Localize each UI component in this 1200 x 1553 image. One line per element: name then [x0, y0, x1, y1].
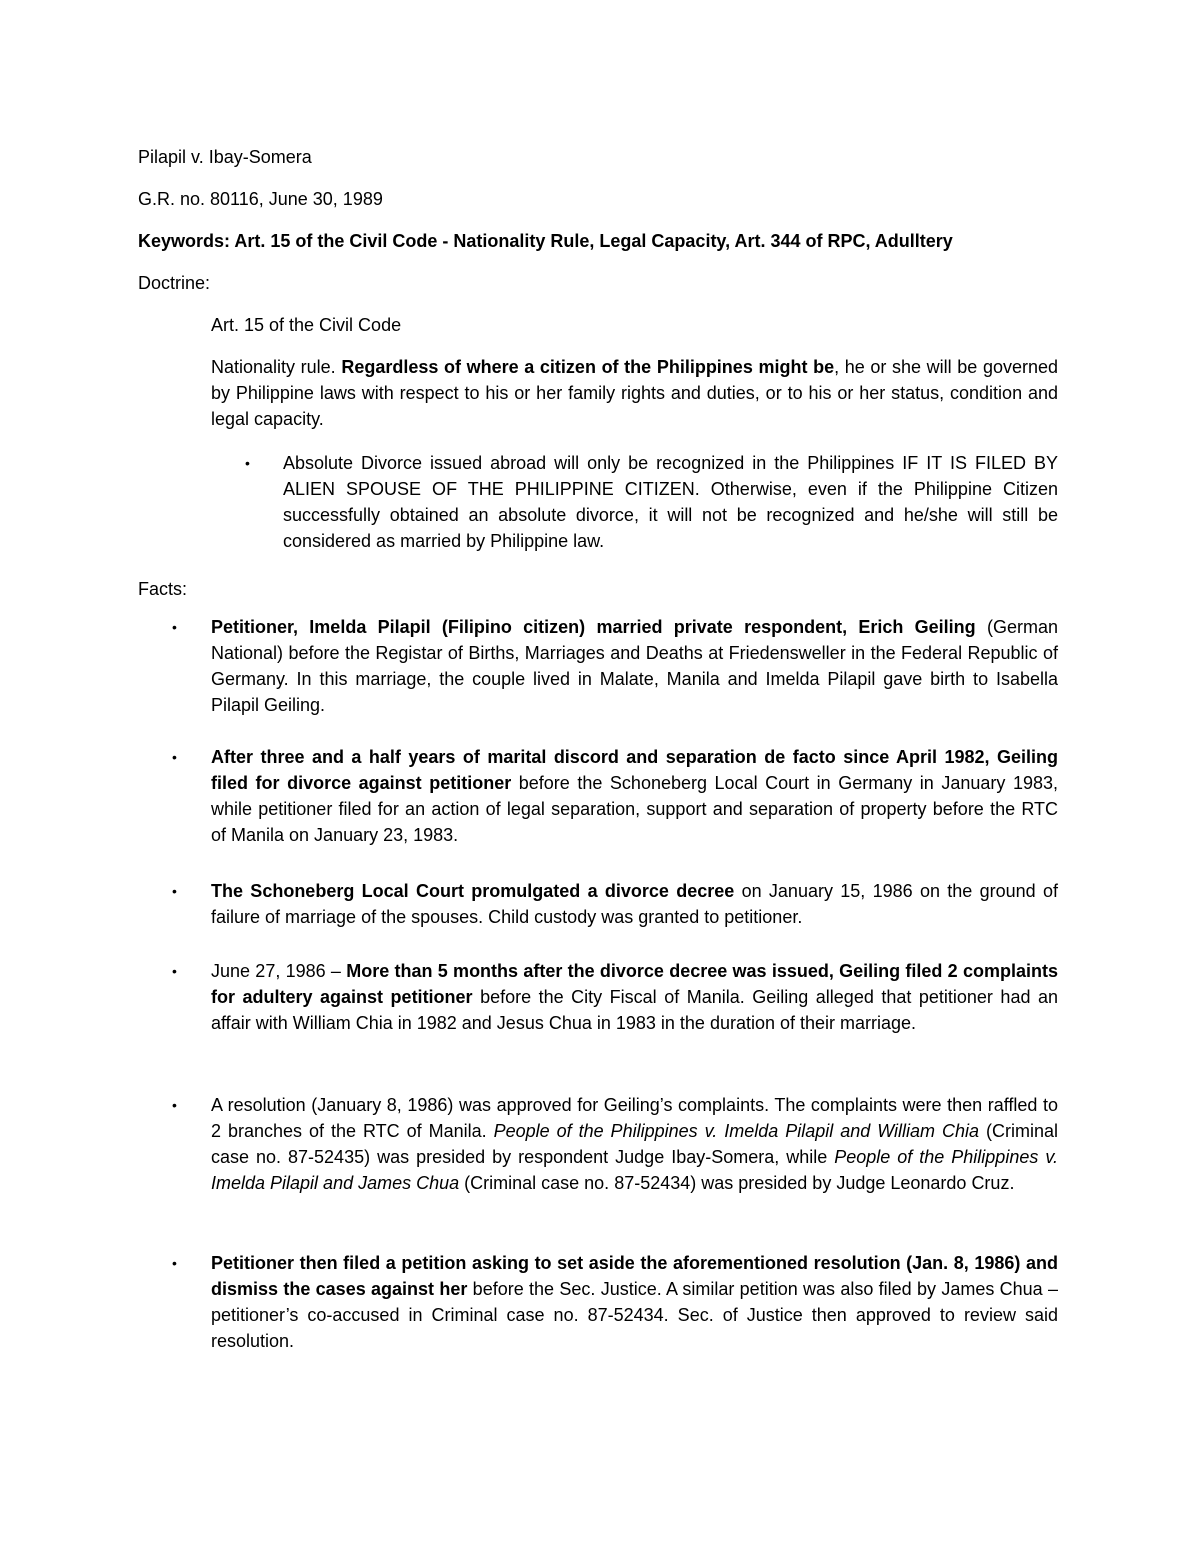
doctrine-bullet-text: Absolute Divorce issued abroad will only be recognized in the Philippines IF IT IS FILED BY ALIEN SPOUSE OF THE PHILIPPINE CITIZEN. Otherwise, even if the Philippine Citizen successfully obtained an absolute divorce, it will not be recognized and he/she will still be considered as married by Philippine law. [283, 453, 1058, 551]
bullet-icon: • [172, 749, 177, 765]
fact-lead: A resolution (January 8, 1986) was approved for Geiling’s complaints. The complaints were then raffled to 2 branches of the RTC of Manila. [211, 1095, 1058, 1141]
rule-rest: , he or she will be governed by Philippine laws with respect to his or her family rights and duties, or to his or her status, condition and legal capacity. [211, 357, 1059, 429]
bullet-icon: • [172, 1097, 177, 1113]
case-title: Pilapil v. Ibay-Somera [138, 147, 312, 167]
facts-heading: Facts: [138, 579, 188, 599]
fact-rest: on January 15, 1986 on the ground of failure of marriage of the spouses. Child custody was granted to petitioner. [211, 881, 1058, 927]
fact-mid: (Criminal case no. 87-52435) was presided by respondent Judge Ibay-Somera, while [211, 1121, 1058, 1167]
fact-rest: before the Schoneberg Local Court in Germany in January 1983, while petitioner filed for an action of legal separation, support and separation of property before the RTC of Manila on January 23, 1983. [211, 773, 1058, 845]
bullet-icon: • [172, 883, 177, 899]
rule-bold: Regardless of where a citizen of the Philippines might be [341, 357, 835, 377]
bullet-icon: • [172, 963, 177, 979]
doctrine-heading: Doctrine: [138, 273, 211, 293]
fact-bold: The Schoneberg Local Court promulgated a divorce decree [211, 881, 735, 901]
fact-text [211, 878, 1058, 930]
fact-text [211, 614, 1058, 718]
fact-bold: More than 5 months after the divorce decree was issued, Geiling filed 2 complaints for adultery against petitioner [211, 961, 1058, 1007]
fact-lead: June 27, 1986 – [211, 961, 347, 981]
case-number: G.R. no. 80116, June 30, 1989 [138, 189, 383, 209]
keywords-line: Keywords: Art. 15 of the Civil Code - Nationality Rule, Legal Capacity, Art. 344 of RPC, Adulltery [138, 231, 953, 251]
case-name-italic: People of the Philippines v. Imelda Pilapil and William Chia [493, 1121, 980, 1141]
fact-text [211, 1250, 1058, 1354]
doctrine-article: Art. 15 of the Civil Code [211, 315, 402, 335]
fact-rest: before the Sec. Justice. A similar petition was also filed by James Chua – petitioner’s co-accused in Criminal case no. 87-52434. Sec. of Justice then approved to review said resolution. [211, 1279, 1059, 1351]
fact-text [211, 1092, 1058, 1196]
bullet-icon: • [172, 1255, 177, 1271]
bullet-icon: • [172, 619, 177, 635]
fact-text [211, 958, 1058, 1036]
rule-lead: Nationality rule. [211, 357, 342, 377]
fact-rest: (German National) before the Registar of Births, Marriages and Deaths at Friedensweller in the Federal Republic of Germany. In this marriage, the couple lived in Malate, Manila and Imelda Pilapil gave birth to Isabella Pilapil Geiling. [211, 617, 1058, 715]
bullet-icon: • [245, 455, 250, 471]
fact-rest: before the City Fiscal of Manila. Geiling alleged that petitioner had an affair with William Chia in 1982 and Jesus Chua in 1983 in the duration of their marriage. [211, 987, 1058, 1033]
nationality-rule-paragraph [211, 354, 1058, 432]
fact-text [211, 744, 1058, 848]
case-name-italic: People of the Philippines v. Imelda Pilapil and James Chua [211, 1147, 1058, 1193]
fact-bold: Petitioner, Imelda Pilapil (Filipino citizen) married private respondent, Erich Geiling [211, 617, 976, 637]
fact-bold: Petitioner then filed a petition asking to set aside the aforementioned resolution (Jan. 8, 1986) and dismiss the cases against her [211, 1253, 1058, 1299]
fact-rest: (Criminal case no. 87-52434) was presided by Judge Leonardo Cruz. [459, 1173, 1015, 1193]
fact-bold: After three and a half years of marital discord and separation de facto since April 1982, Geiling filed for divorce against petitioner [211, 747, 1058, 793]
